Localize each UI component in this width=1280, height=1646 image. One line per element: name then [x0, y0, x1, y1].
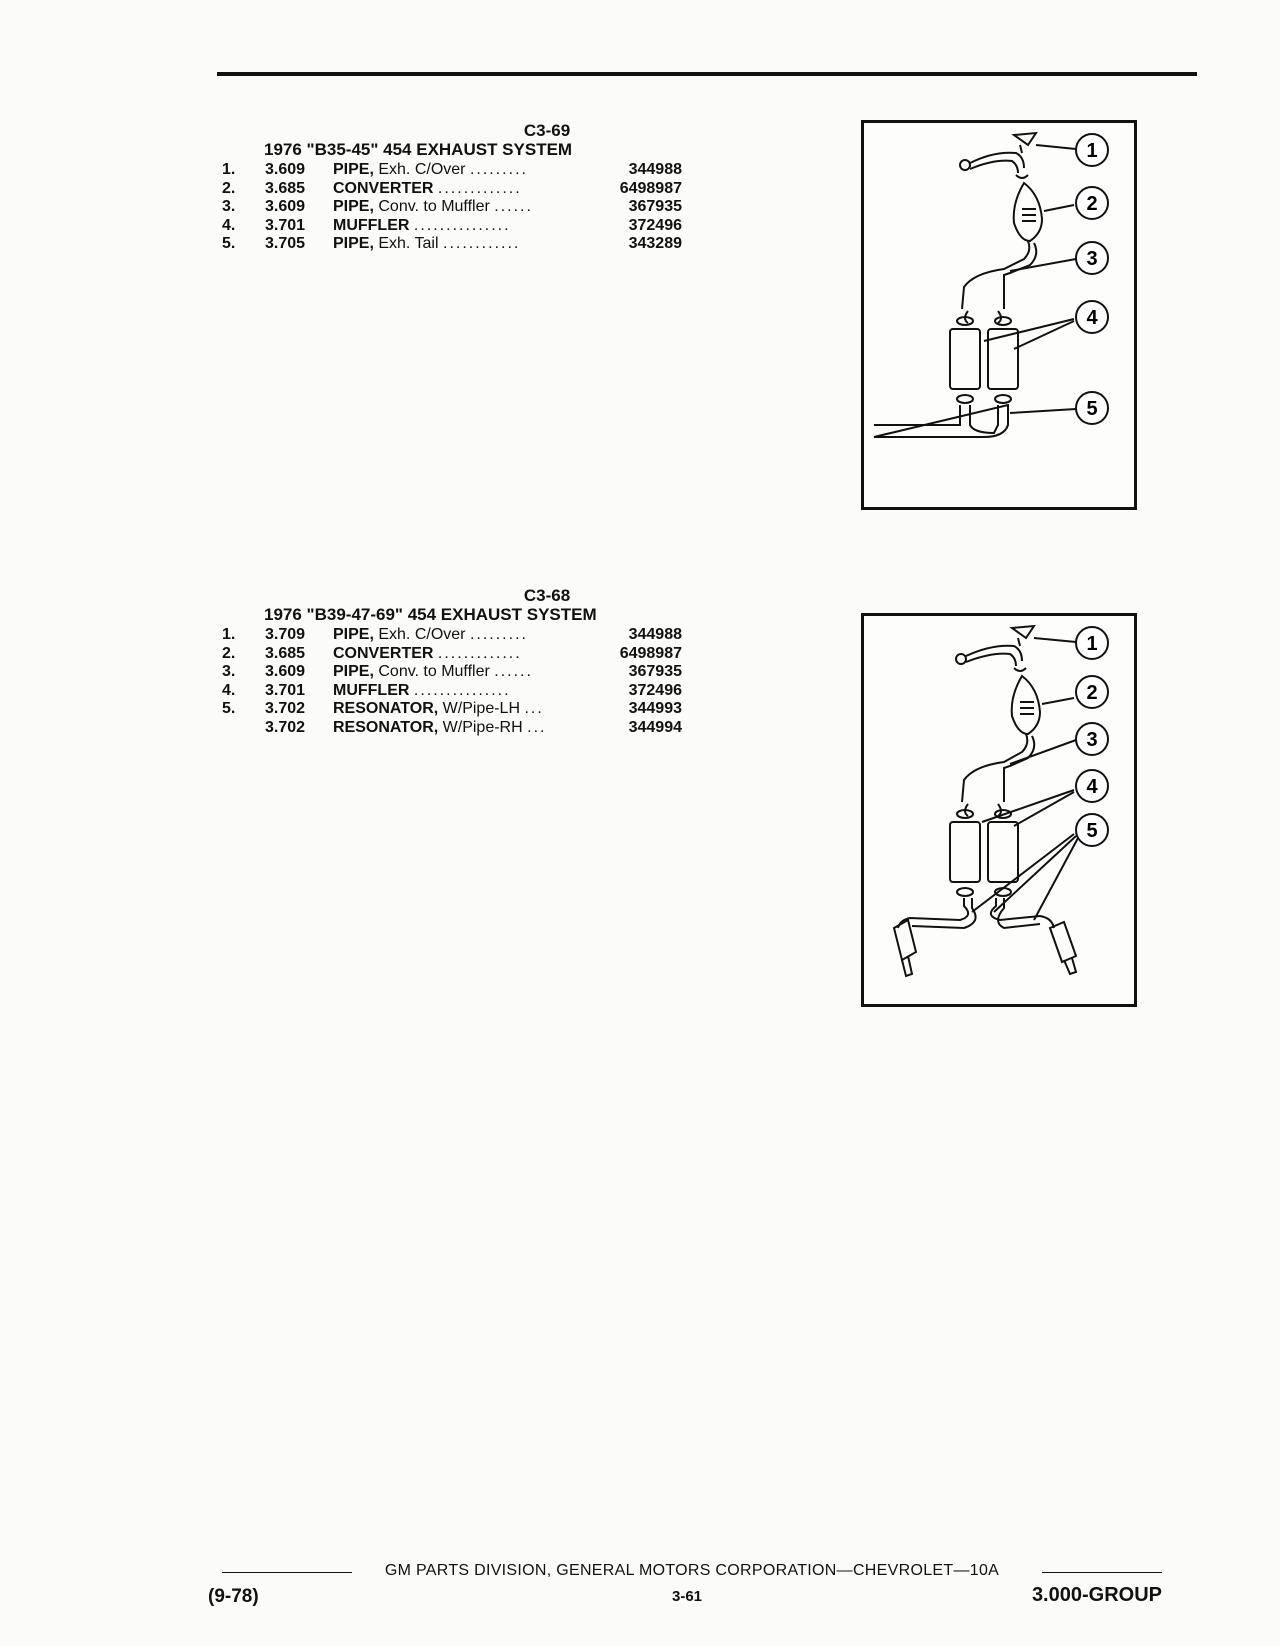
part-name: MUFFLER: [333, 216, 410, 234]
item-number: 3.: [222, 663, 236, 680]
part-detail: Exh. Tail: [378, 235, 439, 252]
part-name: CONVERTER: [333, 644, 434, 662]
section-code: C3-68: [523, 586, 571, 605]
leader-dots: ...: [524, 700, 544, 717]
leader-dots: ...............: [413, 216, 511, 234]
exhaust-illustration: [864, 616, 1134, 1004]
svg-text:2: 2: [1086, 193, 1098, 215]
callout-4: [1076, 301, 1108, 333]
part-description: [333, 180, 603, 199]
part-row: [222, 626, 682, 645]
parts-list: [222, 626, 682, 737]
part-description: [333, 198, 603, 217]
part-number: 6498987: [619, 644, 682, 662]
parts-list: [222, 161, 682, 254]
part-description: [333, 700, 603, 719]
part-name: CONVERTER: [333, 179, 434, 197]
svg-text:3: 3: [1086, 248, 1098, 270]
group-number: 3.709: [265, 626, 306, 643]
group-number: 3.702: [265, 718, 306, 736]
callout-5: [1076, 814, 1108, 846]
part-name: RESONATOR,: [333, 700, 439, 717]
part-description: [333, 161, 603, 180]
part-description: [333, 645, 603, 664]
part-number: 344994: [628, 718, 682, 736]
part-number: 344988: [628, 626, 682, 643]
part-row: [222, 645, 682, 664]
part-row: [222, 180, 682, 199]
svg-text:5: 5: [1086, 398, 1098, 420]
footer-date: (9-78): [208, 1586, 259, 1607]
item-number: 2.: [222, 644, 236, 662]
part-row: [222, 217, 682, 236]
part-name: RESONATOR,: [333, 718, 439, 736]
section-c3-68: [222, 586, 682, 737]
part-row: [222, 198, 682, 217]
leader-dots: ......: [494, 663, 533, 680]
item-number: 2.: [222, 179, 236, 197]
item-number: 1.: [222, 161, 236, 178]
item-number: 5.: [222, 700, 236, 717]
item-number: 3.: [222, 198, 236, 215]
part-detail: Conv. to Muffler: [378, 198, 490, 215]
leader-dots: .............: [437, 179, 522, 197]
callout-3: [1076, 242, 1108, 274]
exhaust-diagram-c3-69: [861, 120, 1137, 510]
part-name: PIPE,: [333, 626, 374, 643]
callouts: [1076, 134, 1108, 424]
item-number: 5.: [222, 235, 236, 252]
top-rule: [217, 72, 1197, 76]
part-detail: W/Pipe-RH: [442, 718, 523, 736]
part-name: PIPE,: [333, 235, 374, 252]
group-number: 3.685: [265, 644, 306, 662]
part-row: [222, 700, 682, 719]
item-number: 4.: [222, 216, 236, 234]
footer-group: 3.000-GROUP: [1031, 1584, 1162, 1606]
svg-text:2: 2: [1086, 682, 1098, 704]
group-number: 3.701: [265, 216, 306, 234]
group-number: 3.609: [265, 663, 306, 680]
group-number: 3.609: [265, 198, 306, 215]
part-detail: Exh. C/Over: [378, 626, 466, 643]
item-number: 4.: [222, 681, 236, 699]
group-number: 3.685: [265, 179, 306, 197]
section-c3-69: [222, 121, 682, 254]
part-number: 343289: [628, 235, 682, 252]
footer-rule-right: [1042, 1572, 1162, 1573]
callout-1: [1076, 134, 1108, 166]
part-detail: Conv. to Muffler: [378, 663, 490, 680]
svg-text:1: 1: [1086, 633, 1098, 655]
leader-dots: ...............: [413, 681, 511, 699]
part-number: 6498987: [619, 179, 682, 197]
part-description: [333, 719, 603, 738]
part-detail: Exh. C/Over: [378, 161, 466, 178]
group-number: 3.609: [265, 161, 306, 178]
callout-2: [1076, 676, 1108, 708]
part-number: 372496: [628, 216, 682, 234]
group-number: 3.701: [265, 681, 306, 699]
part-number: 344993: [628, 700, 682, 717]
callout-3: [1076, 723, 1108, 755]
part-number: 372496: [628, 681, 682, 699]
svg-text:5: 5: [1086, 820, 1098, 842]
part-name: MUFFLER: [333, 681, 410, 699]
part-number: 367935: [628, 198, 682, 215]
leader-dots: .........: [469, 626, 528, 643]
part-description: [333, 663, 603, 682]
part-description: [333, 235, 603, 254]
part-description: [333, 217, 603, 236]
callout-5: [1076, 392, 1108, 424]
part-row: [222, 235, 682, 254]
svg-text:4: 4: [1086, 307, 1098, 329]
leader-dots: .............: [437, 644, 522, 662]
footer-publisher: GM PARTS DIVISION, GENERAL MOTORS CORPORATION—CHEVROLET—10A: [384, 1562, 1000, 1579]
part-name: PIPE,: [333, 161, 374, 178]
page-footer: [208, 1562, 1162, 1607]
part-row: [222, 663, 682, 682]
svg-text:4: 4: [1086, 776, 1098, 798]
callouts: [1076, 627, 1108, 846]
part-row: [222, 719, 682, 738]
page-number: 3-61: [672, 1588, 703, 1605]
part-number: 367935: [628, 663, 682, 680]
exhaust-diagram-c3-68: [861, 613, 1137, 1007]
leader-dots: ......: [494, 198, 533, 215]
group-number: 3.702: [265, 700, 306, 717]
svg-text:3: 3: [1086, 729, 1098, 751]
part-detail: W/Pipe-LH: [442, 700, 521, 717]
part-row: [222, 161, 682, 180]
part-name: PIPE,: [333, 663, 374, 680]
leader-dots: ...: [527, 718, 547, 736]
part-row: [222, 682, 682, 701]
part-description: [333, 626, 603, 645]
footer-publisher-line: [222, 1562, 1162, 1582]
callout-1: [1076, 627, 1108, 659]
section-title: 1976 "B35-45" 454 EXHAUST SYSTEM: [264, 140, 573, 159]
item-number: 1.: [222, 626, 236, 643]
group-number: 3.705: [265, 235, 306, 252]
svg-text:1: 1: [1086, 140, 1098, 162]
section-title: 1976 "B39-47-69" 454 EXHAUST SYSTEM: [264, 605, 597, 624]
part-name: PIPE,: [333, 198, 374, 215]
part-number: 344988: [628, 161, 682, 178]
part-description: [333, 682, 603, 701]
exhaust-illustration: [864, 123, 1134, 507]
callout-2: [1076, 187, 1108, 219]
leader-dots: ............: [443, 235, 521, 252]
footer-rule-left: [222, 1572, 352, 1573]
callout-4: [1076, 770, 1108, 802]
section-code: C3-69: [523, 121, 571, 140]
leader-dots: .........: [469, 161, 528, 178]
